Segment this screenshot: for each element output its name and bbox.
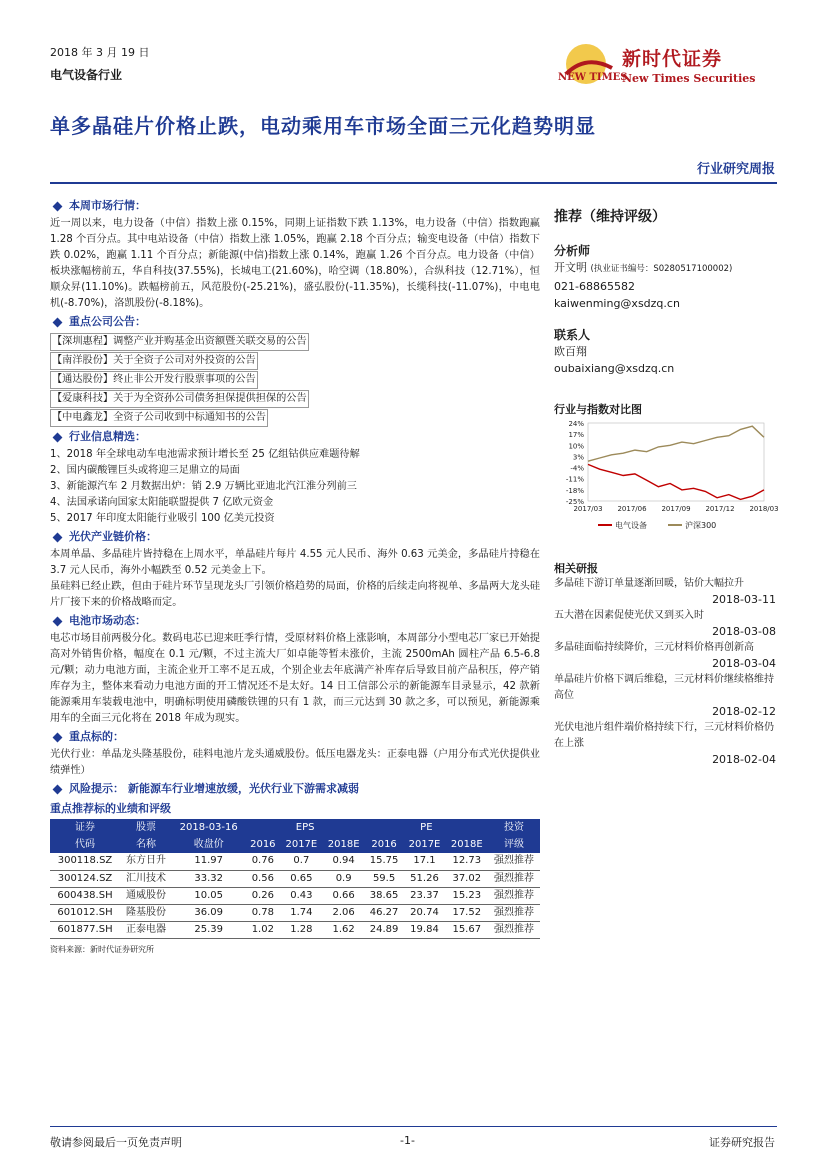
related-date: 2018-03-08 (712, 625, 776, 638)
series-line-1 (588, 426, 764, 461)
pv-text-1: 本周单晶、多晶硅片皆持稳在上周水平，单晶硅片每片 4.55 元人民币、海外 0.63 元美金，多晶硅片持稳在 3.7 元人民币，海外小幅跌至 0.52 元美金上下。 (50, 549, 540, 576)
risk-text: 新能源车行业增速放缓，光伏行业下游需求减弱 (128, 782, 359, 795)
battery-text: 电芯市场目前两极分化。数码电芯已迎来旺季行情，受原材料价格上涨影响，本周部分小型电芯厂家已开始提高对外销售价格，幅度在 0.1 元/颗，不过主流大厂如卓能等暂未涨价，主流 2500mAh 圆柱产品 6.5-6.8 元/颗；动力电池方面，主流企业开工率不足五成，个别企业去年底满产补库存后导致目前产品积压，停产销库存为主，整体来看动力电池方面的开工情况还不是太好。14 日工信部公示的新能源车目录显示，42 款新能源乘用车装载电池中，明确标明使用磷酸铁锂的只有 1 款，而三元达到 30 款之多，可以预见，新能源乘用车的全面三元化将在 2018 年成为现实。 (50, 633, 540, 724)
page-title: 单多晶硅片价格止跌，电动乘用车市场全面三元化趋势明显 (50, 114, 596, 138)
related-list (554, 576, 776, 768)
table-caption: 重点推荐标的业绩和评级 (50, 802, 171, 815)
list-item: 3、新能源汽车 2 月数据出炉：销 2.9 万辆比亚迪北汽江淮分列前三 (50, 481, 357, 492)
picks-table: 证券 股票 2018-03-16 EPS PE 投资 代码 名称 收盘价 2016 2017E 2018E 2016 2017E 2018E 评级 300118.SZ 东方日升 11.97 0.76 0.7 0.94 15.75 17.1 12.73 强烈推荐 300124.SZ 汇川技术 33.32 0.56 0.65 0.9 59.5 51.26 37.02 强烈推荐 600438.SH 通威股份 10.05 0.26 0.43 0.66 38.65 23.37 15.23 强烈推荐 601012.SH 隆基股份 36.09 0.78 1.74 2.06 46.27 20.74 17.52 强烈推荐 601877.SH 正泰电器 25.39 1.02 1.28 1.62 24.89 19.84 15.67 强烈推荐 (50, 819, 540, 939)
contact-name: 欧百翔 (554, 345, 587, 358)
table-cell: 15.23 (446, 887, 488, 904)
pv-heading: 光伏产业链价格： (50, 529, 540, 545)
license-no: (执业证书编号：S0280517100002) (590, 264, 733, 274)
table-cell: 300118.SZ (50, 853, 120, 870)
table-cell: 汇川技术 (120, 870, 172, 887)
table-row (50, 887, 540, 904)
table-cell: 23.37 (403, 887, 445, 904)
risk-heading: 风险提示： 新能源车行业增速放缓，光伏行业下游需求减弱 (50, 781, 540, 797)
y-tick-label: -4% (570, 464, 584, 473)
company-heading: 重点公司公告： (50, 314, 540, 330)
company-logo (556, 38, 776, 96)
picks-heading: 重点标的： (50, 729, 540, 745)
legend-label: 电气设备 (615, 521, 647, 530)
related-date: 2018-02-12 (712, 705, 776, 718)
related-title[interactable]: 多晶硅下游订单量逐渐回暖，钴价大幅拉升 (554, 578, 744, 589)
footer-disclaimer: 敬请参阅最后一页免责声明 (50, 1136, 182, 1149)
report-date: 2018 年 3 月 19 日 (50, 46, 150, 59)
table-cell: 0.43 (280, 887, 322, 904)
industry-heading: 行业信息精选： (50, 429, 540, 445)
related-date: 2018-03-11 (712, 593, 776, 606)
y-tick-label: 17% (568, 431, 584, 440)
table-cell: 正泰电器 (120, 921, 172, 938)
table-cell: 12.73 (446, 853, 488, 870)
x-tick-label: 2018/03 (749, 505, 779, 513)
table-cell: 17.52 (446, 904, 488, 921)
list-item: 【南洋股份】关于全资子公司对外投资的公告 (50, 352, 258, 370)
sidebar (554, 206, 779, 768)
table-cell: 15.75 (365, 853, 404, 870)
table-cell: 隆基股份 (120, 904, 172, 921)
list-item: 4、法国承诺向国家太阳能联盟提供 7 亿欧元资金 (50, 497, 274, 508)
page-number: -1- (400, 1134, 415, 1147)
table-cell: 1.28 (280, 921, 322, 938)
contact-heading: 联系人 (554, 328, 591, 342)
table-cell: 1.74 (280, 904, 322, 921)
table-cell: 强烈推荐 (488, 853, 540, 870)
table-cell: 0.76 (245, 853, 280, 870)
analyst-name: 开文明 (554, 261, 587, 274)
table-cell: 51.26 (403, 870, 445, 887)
comparison-chart (554, 417, 779, 539)
list-item: 1、2018 年全球电动车电池需求预计增长至 25 亿组钴供应难题待解 (50, 449, 360, 460)
industry-list (50, 447, 540, 527)
table-cell: 强烈推荐 (488, 904, 540, 921)
table-cell: 601012.SH (50, 904, 120, 921)
table-row (50, 921, 540, 938)
y-tick-label: 10% (568, 442, 584, 451)
main-column (50, 196, 540, 958)
table-cell: 通威股份 (120, 887, 172, 904)
y-tick-label: -18% (565, 486, 584, 495)
table-cell: 600438.SH (50, 887, 120, 904)
table-cell: 0.56 (245, 870, 280, 887)
table-cell: 59.5 (365, 870, 404, 887)
logo-mark-text: NEW TIMES (558, 72, 628, 83)
x-tick-label: 2017/06 (617, 505, 647, 513)
table-cell: 11.97 (172, 853, 245, 870)
pv-text-2: 虽硅料已经止跌，但由于硅片环节呈现龙头厂引领价格趋势的局面，价格的后续走向将视单、多晶两大龙头硅片厂接下来的价格战略而定。 (50, 581, 540, 608)
rating: 推荐（维持评级） (554, 209, 666, 225)
table-cell: 25.39 (172, 921, 245, 938)
list-item: 2、国内碳酸锂巨头或将迎三足鼎立的局面 (50, 465, 240, 476)
legend-label: 沪深300 (685, 521, 717, 530)
footer-right: 证券研究报告 (709, 1136, 775, 1149)
related-title[interactable]: 多晶硅面临持续降价，三元材料价格再创新高 (554, 642, 754, 653)
list-item: 【中电鑫龙】全资子公司收到中标通知书的公告 (50, 409, 268, 427)
related-title[interactable]: 五大潜在因素促使光伏又到买入时 (554, 610, 704, 621)
y-tick-label: 24% (568, 420, 584, 428)
table-cell: 0.7 (280, 853, 322, 870)
table-cell: 15.67 (446, 921, 488, 938)
title-divider (50, 182, 777, 184)
list-item: 5、2017 年印度太阳能行业吸引 100 亿美元投资 (50, 513, 275, 524)
table-cell: 33.32 (172, 870, 245, 887)
table-cell: 38.65 (365, 887, 404, 904)
plot-area (588, 423, 764, 501)
x-tick-label: 2017/09 (661, 505, 691, 513)
market-heading: 本周市场行情： (50, 198, 540, 214)
market-text: 近一周以来，电力设备（中信）指数上涨 0.15%，同期上证指数下跌 1.13%，电力设备（中信）指数跑赢 1.28 个百分点。其中电站设备（中信）指数上涨 1.05%，跑赢 2.18 个百分点；输变电设备（中信）指数下跌 0.02%，跑赢 1.11 个百分点；新能源(中信)指数上涨 0.14%，跑赢 1.26 个百分点。电力设备（中信）板块涨幅榜前五，华自科技(37.55%)，长城电工(21.60%)，哈空调（18.80%），合纵科技（12.71%），恒顺众昇(11.10%)。跌幅榜前五，风范股份(-25.21%)，盛弘股份(-11.35%)，长缆科技(-11.07%)，中电电机(-8.70%)，洛凯股份(-8.18%)。 (50, 218, 540, 309)
table-cell: 601877.SH (50, 921, 120, 938)
analyst-email[interactable]: kaiwenming@xsdzq.cn (554, 297, 680, 310)
x-tick-label: 2017/12 (705, 505, 735, 513)
company-list (50, 332, 540, 427)
logo-emblem-icon (556, 38, 628, 96)
table-cell: 24.89 (365, 921, 404, 938)
list-item: 【通达股份】终止非公开发行股票事项的公告 (50, 371, 258, 389)
table-cell: 300124.SZ (50, 870, 120, 887)
table-row (50, 870, 540, 887)
table-cell: 2.06 (323, 904, 365, 921)
table-cell: 46.27 (365, 904, 404, 921)
report-type: 行业研究周报 (696, 162, 775, 177)
logo-en: New Times Securities (622, 72, 756, 85)
y-tick-label: -25% (565, 498, 584, 506)
table-cell: 37.02 (446, 870, 488, 887)
list-item: 【爱康科技】关于为全资孙公司债务担保提供担保的公告 (50, 390, 309, 408)
table-cell: 1.62 (323, 921, 365, 938)
table-row (50, 904, 540, 921)
contact-email[interactable]: oubaixiang@xsdzq.cn (554, 362, 675, 375)
analyst-phone: 021-68865582 (554, 280, 635, 293)
table-cell: 东方日升 (120, 853, 172, 870)
logo-cn: 新时代证券 (622, 48, 723, 70)
table-cell: 10.05 (172, 887, 245, 904)
table-cell: 0.65 (280, 870, 322, 887)
table-cell: 0.94 (323, 853, 365, 870)
table-cell: 强烈推荐 (488, 887, 540, 904)
x-tick-label: 2017/03 (573, 505, 603, 513)
y-tick-label: -11% (565, 475, 584, 484)
analyst-heading: 分析师 (554, 244, 591, 258)
chart-heading: 行业与指数对比图 (554, 403, 642, 416)
related-heading: 相关研报 (554, 562, 598, 575)
table-source: 资料来源：新时代证券研究所 (50, 944, 154, 954)
related-date: 2018-02-04 (712, 753, 776, 766)
related-title[interactable]: 光伏电池片组件端价格持续下行，三元材料价格仍在上涨 (554, 722, 774, 749)
table-row (50, 853, 540, 870)
y-tick-label: 3% (572, 453, 584, 462)
table-cell: 0.9 (323, 870, 365, 887)
table-cell: 0.78 (245, 904, 280, 921)
table-cell: 17.1 (403, 853, 445, 870)
table-cell: 0.26 (245, 887, 280, 904)
picks-text: 光伏行业：单晶龙头隆基股份，硅料电池片龙头通威股份。低压电器龙头：正泰电器（户用分布式光伏提供业绩弹性） (50, 749, 540, 776)
table-cell: 20.74 (403, 904, 445, 921)
table-cell: 0.66 (323, 887, 365, 904)
related-date: 2018-03-04 (712, 657, 776, 670)
table-cell: 1.02 (245, 921, 280, 938)
table-cell: 强烈推荐 (488, 921, 540, 938)
table-cell: 强烈推荐 (488, 870, 540, 887)
battery-heading: 电池市场动态： (50, 613, 540, 629)
related-title[interactable]: 单晶硅片价格下调后维稳，三元材料价继续格维持高位 (554, 674, 774, 701)
list-item: 【深圳惠程】调整产业并购基金出资额暨关联交易的公告 (50, 333, 309, 351)
table-cell: 36.09 (172, 904, 245, 921)
footer-divider (50, 1126, 777, 1127)
series-line-0 (588, 464, 764, 499)
sector-label: 电气设备行业 (50, 68, 123, 82)
table-cell: 19.84 (403, 921, 445, 938)
